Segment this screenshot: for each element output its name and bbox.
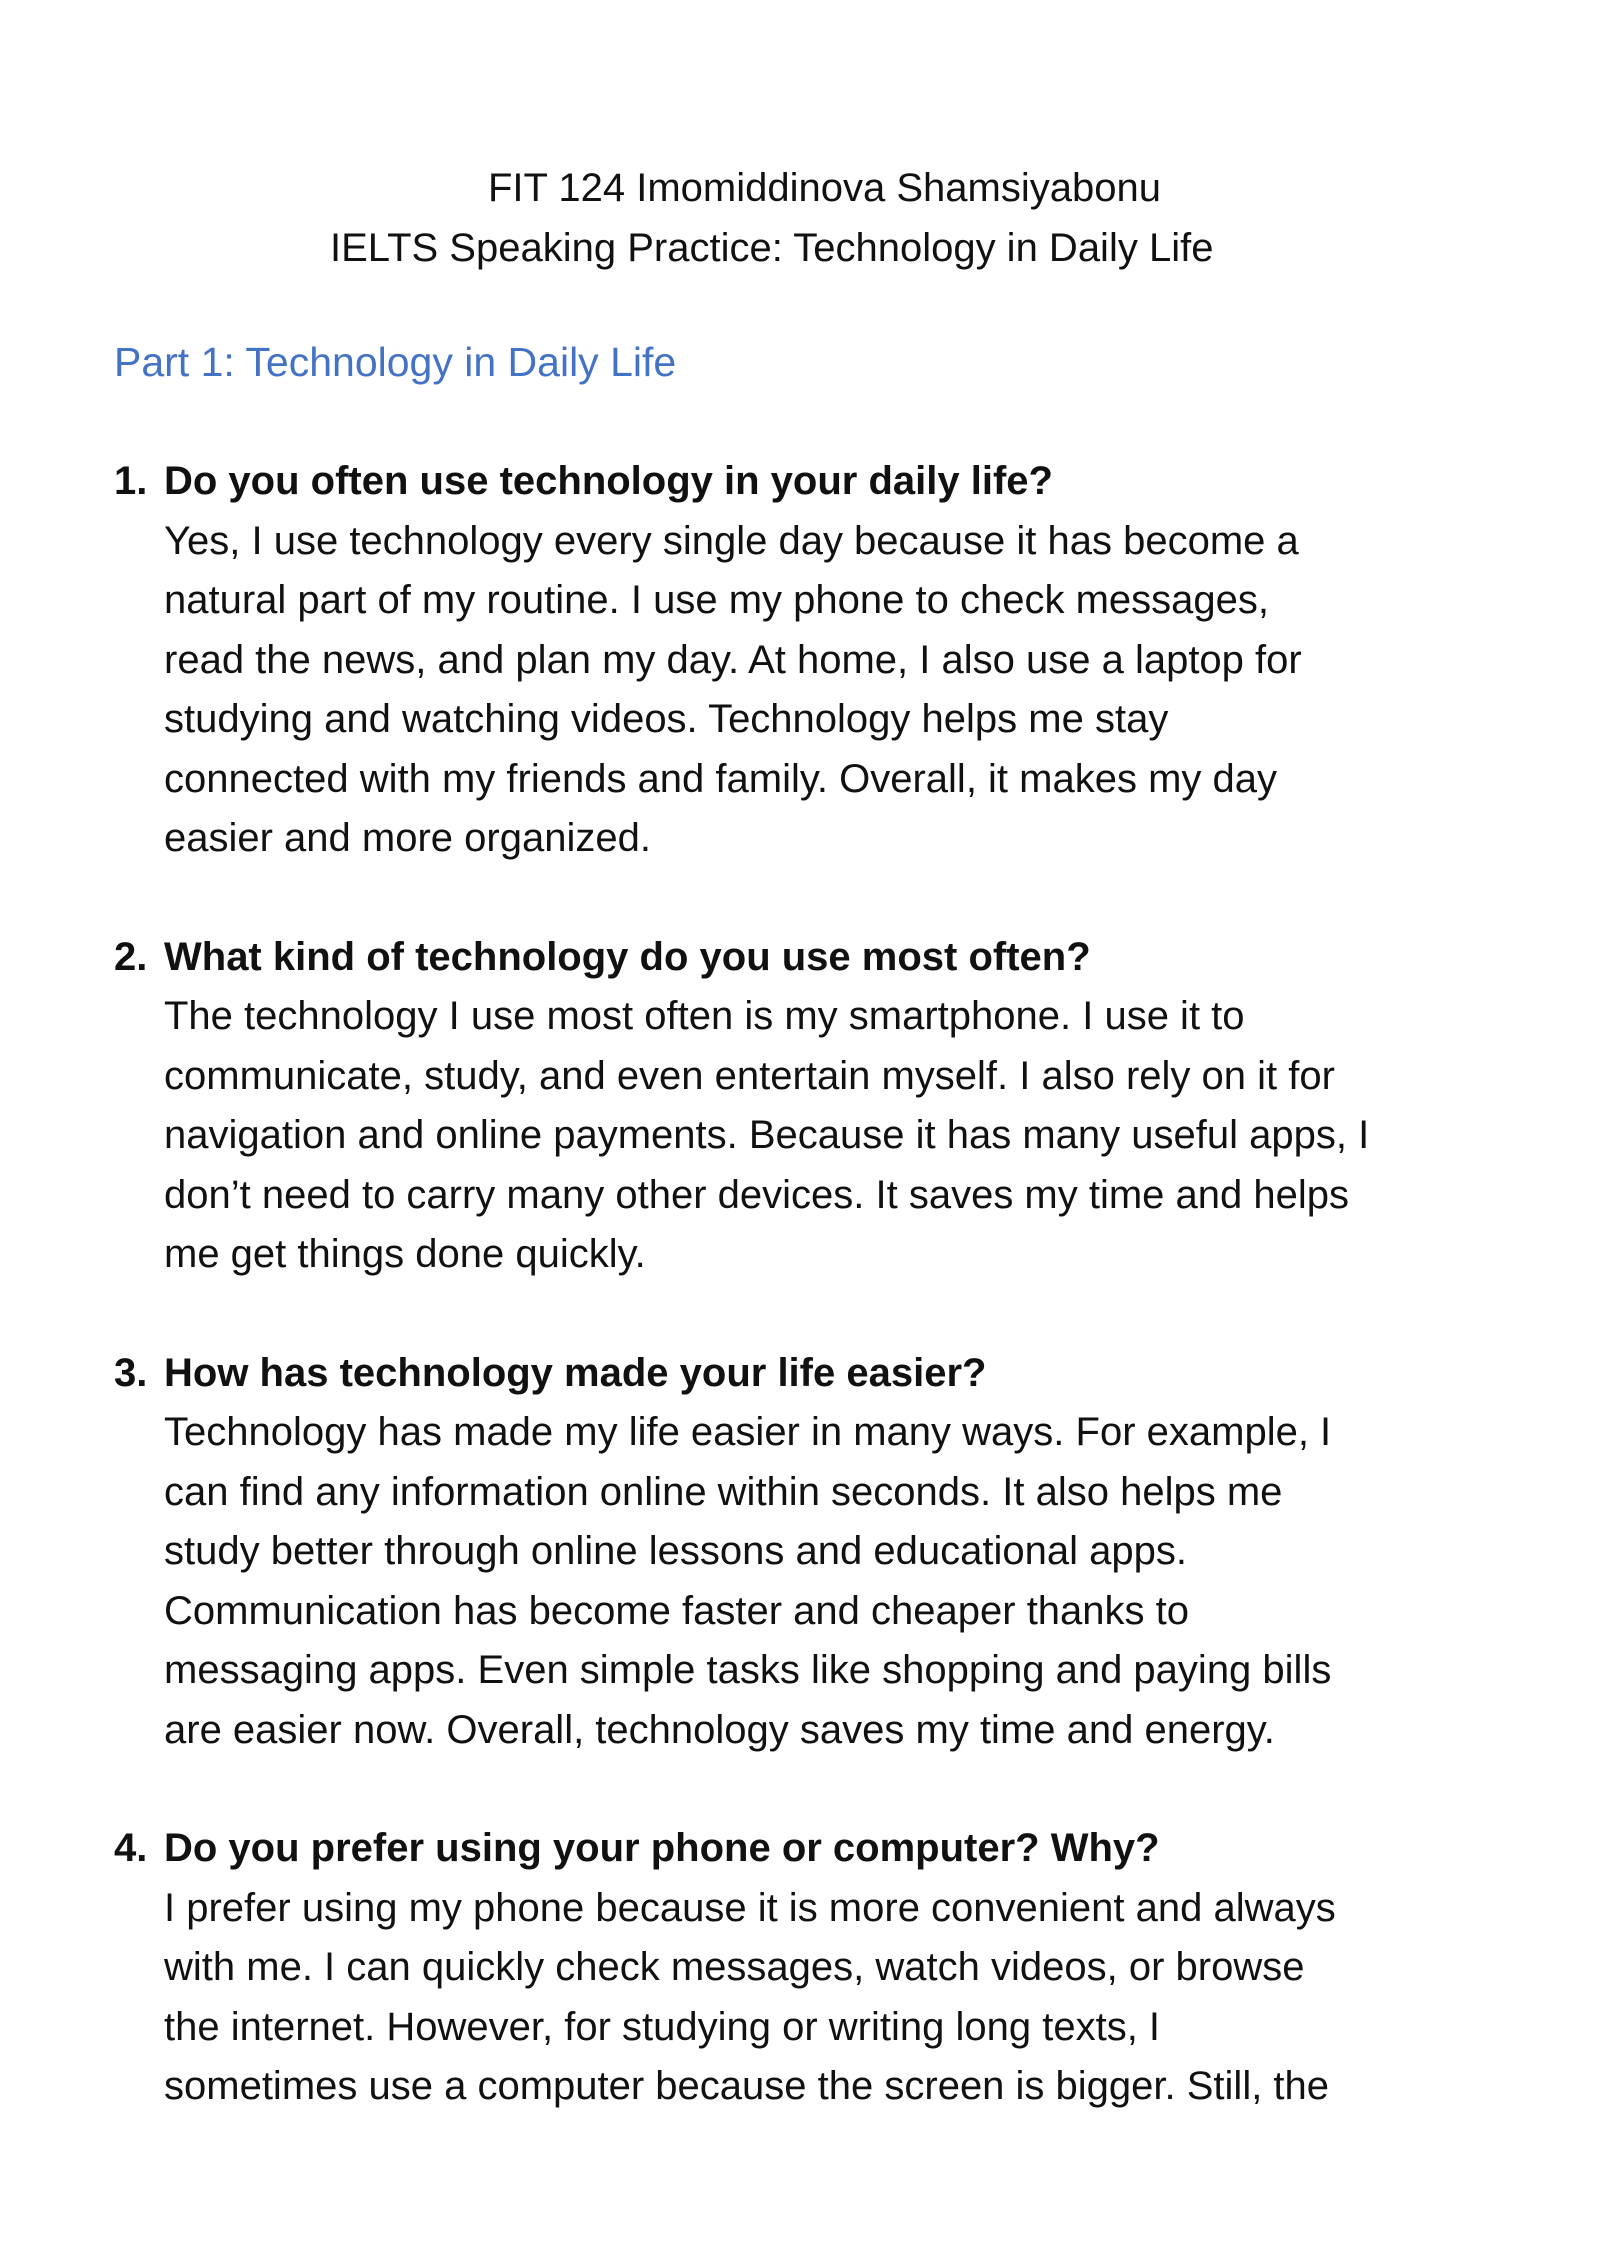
- answer-line: natural part of my routine. I use my phone to check messages,: [164, 578, 1269, 622]
- question-item: [114, 452, 1514, 869]
- answer-line: The technology I use most often is my smartphone. I use it to: [164, 994, 1245, 1038]
- answer-line: study better through online lessons and educational apps.: [164, 1529, 1187, 1573]
- answer-line: can find any information online within seconds. It also helps me: [164, 1469, 1283, 1514]
- answer-line: communicate, study, and even entertain myself. I also rely on it for: [164, 1053, 1335, 1098]
- question-number: 1.: [114, 459, 148, 503]
- answer-line: studying and watching videos. Technology helps me stay: [164, 697, 1169, 741]
- answer-paragraph: [114, 512, 1514, 869]
- answer-line: don’t need to carry many other devices. It saves my time and helps: [164, 1172, 1350, 1217]
- answer-line: messaging apps. Even simple tasks like shopping and paying bills: [164, 1648, 1332, 1692]
- answer-line: Yes, I use technology every single day because it has become a: [164, 518, 1299, 563]
- answer-line: read the news, and plan my day. At home, I also use a laptop for: [164, 637, 1302, 682]
- question-item: [114, 1819, 1514, 2117]
- document-title: IELTS Speaking Practice: Technology in Daily Life: [330, 226, 1214, 270]
- answer-paragraph: [114, 1879, 1514, 2117]
- header-author-line: FIT 124 Imomiddinova Shamsiyabonu: [488, 166, 1161, 210]
- question-number: 4.: [114, 1826, 148, 1870]
- question-heading: [114, 1344, 1514, 1404]
- answer-line: Communication has become faster and cheaper thanks to: [164, 1588, 1190, 1633]
- answer-line: are easier now. Overall, technology saves my time and energy.: [164, 1707, 1275, 1752]
- question-heading: [114, 452, 1514, 512]
- answer-line: with me. I can quickly check messages, watch videos, or browse: [164, 1945, 1305, 1989]
- question-text: Do you prefer using your phone or computer? Why?: [164, 1826, 1160, 1870]
- question-item: [114, 1344, 1514, 1761]
- question-text: Do you often use technology in your daily life?: [164, 459, 1053, 503]
- question-heading: [114, 1819, 1514, 1879]
- question-heading: [114, 928, 1514, 988]
- question-number: 3.: [114, 1350, 148, 1395]
- question-number: 2.: [114, 934, 148, 979]
- answer-line: easier and more organized.: [164, 816, 651, 860]
- answer-line: I prefer using my phone because it is more convenient and always: [164, 1885, 1336, 1930]
- answer-line: the internet. However, for studying or writing long texts, I: [164, 2004, 1161, 2049]
- answer-line: Technology has made my life easier in many ways. For example, I: [164, 1410, 1332, 1454]
- answer-line: connected with my friends and family. Overall, it makes my day: [164, 756, 1278, 801]
- question-list: [114, 452, 1514, 2176]
- answer-paragraph: [114, 1403, 1514, 1760]
- document-header: [0, 158, 1600, 278]
- question-item: [114, 928, 1514, 1285]
- answer-line: navigation and online payments. Because it has many useful apps, I: [164, 1113, 1370, 1157]
- answer-paragraph: [114, 987, 1514, 1285]
- part-heading: Part 1: Technology in Daily Life: [114, 339, 677, 385]
- answer-line: sometimes use a computer because the screen is bigger. Still, the: [164, 2064, 1330, 2108]
- answer-line: me get things done quickly.: [164, 1232, 646, 1276]
- question-text: What kind of technology do you use most often?: [164, 934, 1091, 979]
- question-text: How has technology made your life easier?: [164, 1350, 987, 1395]
